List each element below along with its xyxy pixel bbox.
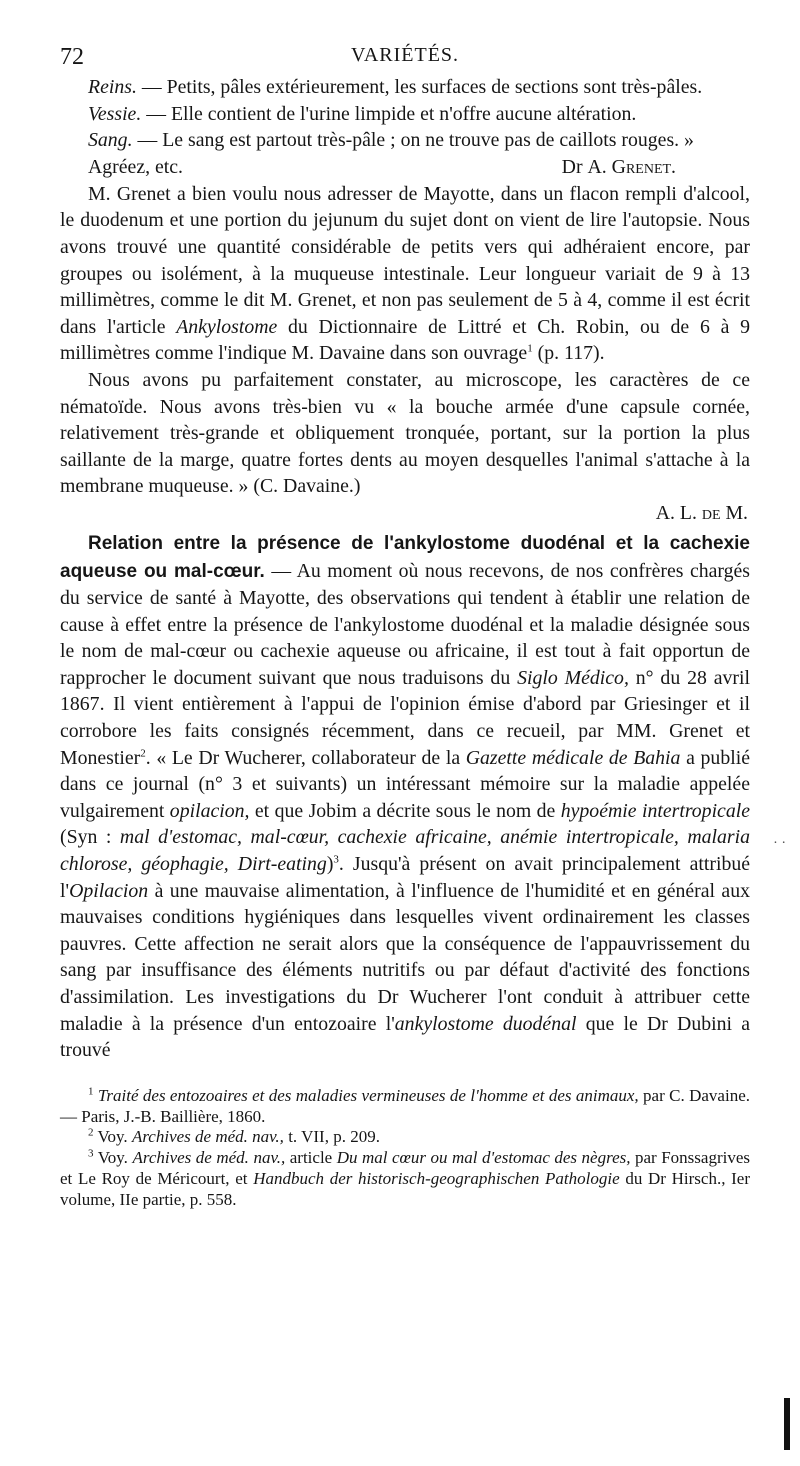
vessie-label: Vessie. (88, 102, 142, 125)
section-text-8: à une mauvaise alimentation, à l'influence de l'humidité et en général aux mauvaises conditions hygiéniques dans lesquelles vivent ordinairement les classes pauvres. Cette affection ne serait alors que la conséquence de l'appauvrissement du sang par insuffisance des éléments nutritifs ou par défaut d'activité des fonctions d'assimilation. Les investigations du Dr Wucherer l'ont conduit à attribuer cette maladie à la présence d'un entozoaire l' (60, 879, 750, 1035)
footnote-3-pre: Voy. (93, 1148, 133, 1168)
footnote-mark-1: 1 (88, 1085, 94, 1098)
section-text-4: a publié dans ce journal (n° 3 et suivants) un intéressant mémoire sur la maladie appelée vulgairement (60, 746, 750, 822)
autopsy-sang (60, 127, 750, 154)
paragraph-grenet-text: M. Grenet a bien voulu nous adresser de Mayotte, dans un flacon rempli d'alcool, le duodenum et une portion du jejunum du sujet dont on vient de lire l'autopsie. Nous avons trouvé une quantité considérable de petits vers qui adhéraient encore, par groupes ou isolément, à la muqueuse intestinale. Leur longueur variait de 9 à 13 millimètres, comme le dit M. Grenet, et non pas seulement de 5 à 4, comme il est écrit dans l'article (60, 182, 750, 338)
section-text-6: (Syn : (60, 826, 120, 849)
section-text-5: et que Jobim a décrite sous le nom de (249, 799, 561, 822)
footnote-ref-2: 2 (140, 747, 146, 760)
signature-line (60, 154, 750, 181)
siglo-medico-title: Siglo Médico, (517, 666, 629, 689)
running-head: VARIÉTÉS. (350, 44, 460, 66)
section-text-2: n° du 28 avril 1867. Il vient entièrement à l'appui de l'opinion émise d'abord par Griesinger et il corrobore les faits consignés récemment, dans ce recueil, par MM. Grenet et Monestier (60, 666, 750, 769)
footnote-1 (60, 1086, 750, 1128)
document-page (60, 38, 750, 1211)
salutation: Agréez, etc. (88, 155, 183, 178)
footnote-3-text: article (285, 1148, 337, 1168)
footnote-3-text-3: du Dr Hirsch., Ier volume, IIe partie, p. 558. (60, 1168, 750, 1209)
footnote-ref-3: 3 (333, 853, 339, 866)
signature-2 (60, 500, 750, 530)
footnote-2-pre: Voy. (93, 1127, 132, 1147)
reins-text: — Petits, pâles extérieurement, les surfaces de sections sont très-pâles. (136, 76, 703, 98)
reins-label: Reins. (88, 76, 137, 98)
footnote-1-text: par C. Davaine. — Paris, J.-B. Baillière, 1860. (60, 1085, 750, 1126)
hypoemie-term: hypoémie intertropicale (560, 799, 751, 822)
section-paragraph (60, 530, 750, 1064)
section-text-3: . « Le Dr Wucherer, collaborateur de la (145, 746, 466, 769)
section-text-7: . Jusqu'à présent on avait principalement attribué l' (60, 853, 751, 902)
ankylostome-duodenal-term: ankylostome duodénal (394, 1012, 577, 1035)
section-text-1: — Au moment où nous recevons, de nos confrères chargés du service de santé à Mayotte, des observations qui tendent à établir une relation de cause à effet entre la présence de l'ankylostome duodénal et la maladie désignée sous le nom de mal-cœur ou cachexie aqueuse ou africaine, il est tout à fait opportun de rapprocher le document suivant que nous traduisons du (60, 559, 750, 689)
gazette-title: Gazette médicale de Bahia (465, 746, 681, 769)
sang-label: Sang. (88, 129, 133, 152)
signature-title: Dr (561, 155, 583, 178)
paragraph-grenet-text-c: (p. 117). (537, 342, 605, 365)
footnote-mark-3: 3 (88, 1147, 94, 1160)
vessie-text: — Elle contient de l'urine limpide et n'offre aucune altération. (141, 102, 637, 125)
autopsy-vessie (60, 101, 750, 128)
footnote-2-text: t. VII, p. 209. (283, 1127, 380, 1147)
footnote-3 (60, 1148, 750, 1210)
footnote-mark-2: 2 (88, 1126, 94, 1139)
footnote-3-title-3: Handbuch der historisch-geographischen Pathologie (253, 1168, 620, 1188)
footnote-2-title: Archives de méd. nav., (131, 1127, 284, 1147)
section-text-9: que le Dr Dubini a trouvé (60, 1012, 750, 1062)
synonyms: mal d'estomac, mal-cœur, cachexie africaine, anémie intertropicale, malaria chlorose, géophagie, Dirt-eating (60, 826, 751, 876)
margin-dots: · · (773, 836, 786, 851)
footnote-3-title-2: Du mal cœur ou mal d'estomac des nègres, (336, 1148, 631, 1168)
paragraph-microscope: Nous avons pu parfaitement constater, au microscope, les caractères de ce nématoïde. Nous avons très-bien vu « la bouche armée d'une capsule cornée, relativement très-grande et obliquement tronquée, portant, sur la portion la plus saillante de la marge, quatre fortes dents au moyen desquelles l'animal s'attache à la membrane muqueuse. » (C. Davaine.) (60, 368, 750, 498)
footnote-3-title: Archives de méd. nav., (132, 1148, 286, 1168)
page-number: 72 (60, 44, 84, 70)
section-text-6-close: ) (326, 853, 334, 876)
ankylostome-term: Ankylostome (176, 315, 278, 338)
signature-2-text: A. L. de M. (655, 501, 748, 524)
footnotes (60, 1086, 750, 1211)
opilacion-term: opilacion, (169, 799, 250, 822)
autopsy-reins (60, 74, 750, 101)
footnote-ref-1: 1 (527, 342, 533, 355)
section-heading: Relation entre la présence de l'ankylostome duodénal et la cachexie aqueuse ou mal-cœur. (60, 532, 750, 582)
signature-name: A. Grenet. (587, 155, 676, 178)
margin-scan-mark (784, 1398, 790, 1450)
sang-text: — Le sang est partout très-pâle ; on ne trouve pas de caillots rouges. » (132, 129, 694, 152)
signature (562, 154, 676, 181)
footnote-2 (60, 1127, 750, 1148)
paragraph-grenet (60, 181, 750, 367)
footnote-3-text-2: par Fonssagrives et Le Roy de Méricourt, et (60, 1148, 750, 1188)
paragraph-grenet-text-b: du Dictionnaire de Littré et Ch. Robin, ou de 6 à 9 millimètres comme l'indique M. Davaine dans son ouvrage (60, 315, 750, 365)
page-header (60, 38, 750, 74)
footnote-1-title: Traité des entozoaires et des maladies vermineuses de l'homme et des animaux, (97, 1085, 639, 1105)
opilacion-term-2: Opilacion (69, 879, 149, 902)
